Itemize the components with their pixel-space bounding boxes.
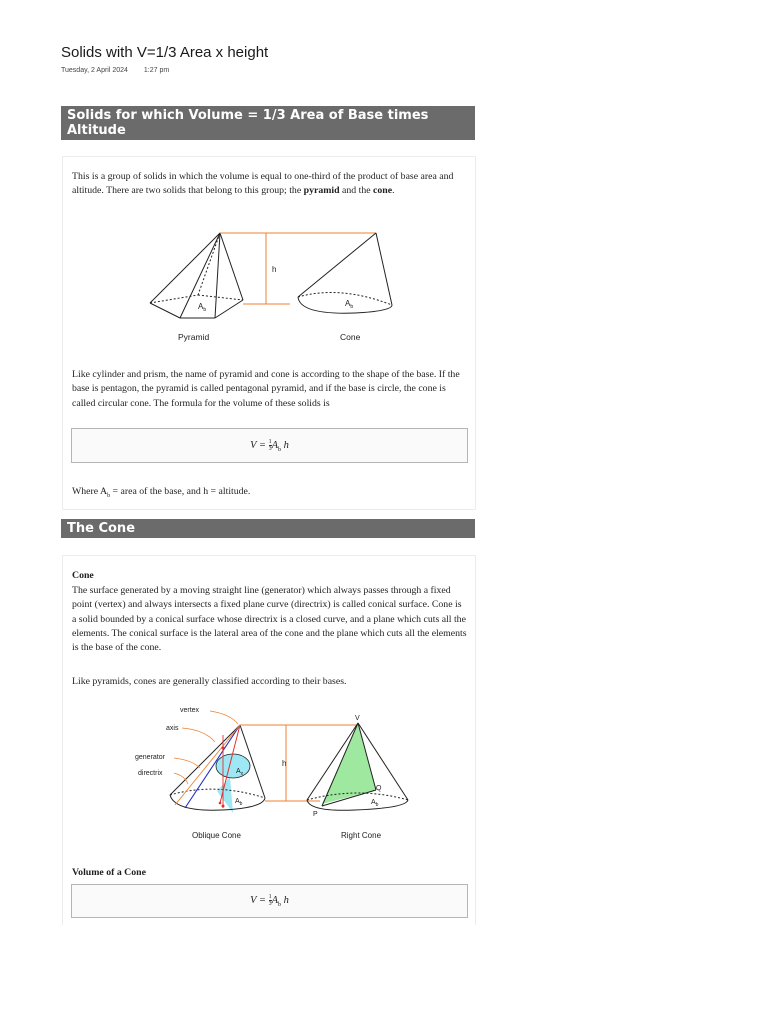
cone-fraction-denominator: 3 (268, 901, 272, 908)
cone-fraction-numerator: 1 (268, 894, 272, 901)
label-p: P (313, 811, 318, 818)
where-sub: b (107, 492, 111, 499)
cone-definition-paragraph: The surface generated by a moving straight line (generator) which always passes through a fixed point (vertex) and always intersects a fixed plane curve (directrix) is called conical surface. Cone is a solid bounded by a conical surface whose directrix is a closed curve, and a plane which cuts all the elements. The conical surface is the lateral area of the cone and the plane which cuts all the elements is the base of the cone. (72, 585, 467, 654)
intro-text-end: . (392, 185, 395, 197)
fraction-denominator: 3 (268, 446, 272, 453)
intro-bold-cone: cone (373, 185, 393, 197)
intro-bold-pyramid: pyramid (303, 185, 340, 197)
page-meta (61, 67, 183, 74)
cone-subheading: Cone (72, 570, 94, 581)
right-cone-caption: Right Cone (341, 831, 382, 840)
formula-area-sub: b (278, 447, 282, 454)
cross-section-ax (216, 754, 250, 778)
height-indicator (220, 233, 376, 304)
oblique-right-cone-figure (130, 700, 420, 845)
where-text: Where A (72, 486, 108, 497)
cone-volume-formula-box (71, 884, 468, 918)
section-heading-volume: Solids for which Volume = 1/3 Area of Base times Altitude (61, 106, 475, 140)
fraction-numerator: 1 (268, 439, 272, 446)
volume-of-cone-heading: Volume of a Cone (72, 867, 146, 878)
oblique-cone-caption: Oblique Cone (192, 831, 241, 840)
page-date: Tuesday, 2 April 2024 (61, 67, 128, 74)
right-cone-shade (322, 723, 376, 804)
formula-area: A (271, 440, 279, 451)
cone-formula-area: A (271, 895, 279, 906)
label-ab-oblique: $A_b$ (235, 798, 243, 807)
label-ab-right: $A_b$ (371, 799, 379, 808)
label-q: Q (376, 785, 382, 792)
cone-base-label: $A_b$ (345, 299, 354, 310)
cone-height-label: h (282, 759, 287, 768)
label-ax: $A_x$ (236, 768, 244, 777)
intro-paragraph (72, 170, 467, 199)
pyramid-cone-figure (140, 225, 410, 350)
cone-formula-height: h (281, 895, 289, 906)
label-directrix: directrix (138, 770, 163, 777)
cone-classification-paragraph: Like pyramids, cones are generally classified according to their bases. (72, 676, 347, 687)
volume-formula-box (71, 428, 468, 463)
label-generator: generator (135, 754, 165, 761)
section-heading-cone: The Cone (61, 519, 475, 538)
where-text-end: = area of the base, and h = altitude. (110, 486, 251, 497)
page-time: 1:27 pm (143, 67, 170, 74)
label-v: V (355, 715, 360, 722)
page-title: Solids with V=1/3 Area x height (61, 44, 269, 61)
cone-formula-lhs: V = (250, 895, 269, 906)
label-axis: axis (166, 725, 179, 732)
where-paragraph (72, 485, 467, 503)
height-label: h (272, 265, 277, 274)
formula-lhs: V = (250, 440, 269, 451)
label-vertex: vertex (180, 707, 200, 714)
shape-naming-paragraph: Like cylinder and prism, the name of pyramid and cone is according to the shape of the base. If the base is pentagon, the pyramid is called pentagonal pyramid, and if the base is circle, the cone is called circular cone. The formula for the volume of these solids is (72, 369, 460, 409)
pyramid-caption: Pyramid (178, 332, 210, 342)
formula-height: h (281, 440, 289, 451)
cone-caption: Cone (340, 332, 361, 342)
cone-formula-area-sub: b (278, 902, 282, 909)
intro-text: This is a group of solids in which the volume is equal to one-third of the product of base area and altitude. There are two solids that belong to this group; the (72, 171, 454, 197)
pyramid-base-label: $A_b$ (198, 302, 207, 313)
pyramid-drawing (150, 233, 243, 318)
intro-text-mid: and the (339, 185, 374, 197)
